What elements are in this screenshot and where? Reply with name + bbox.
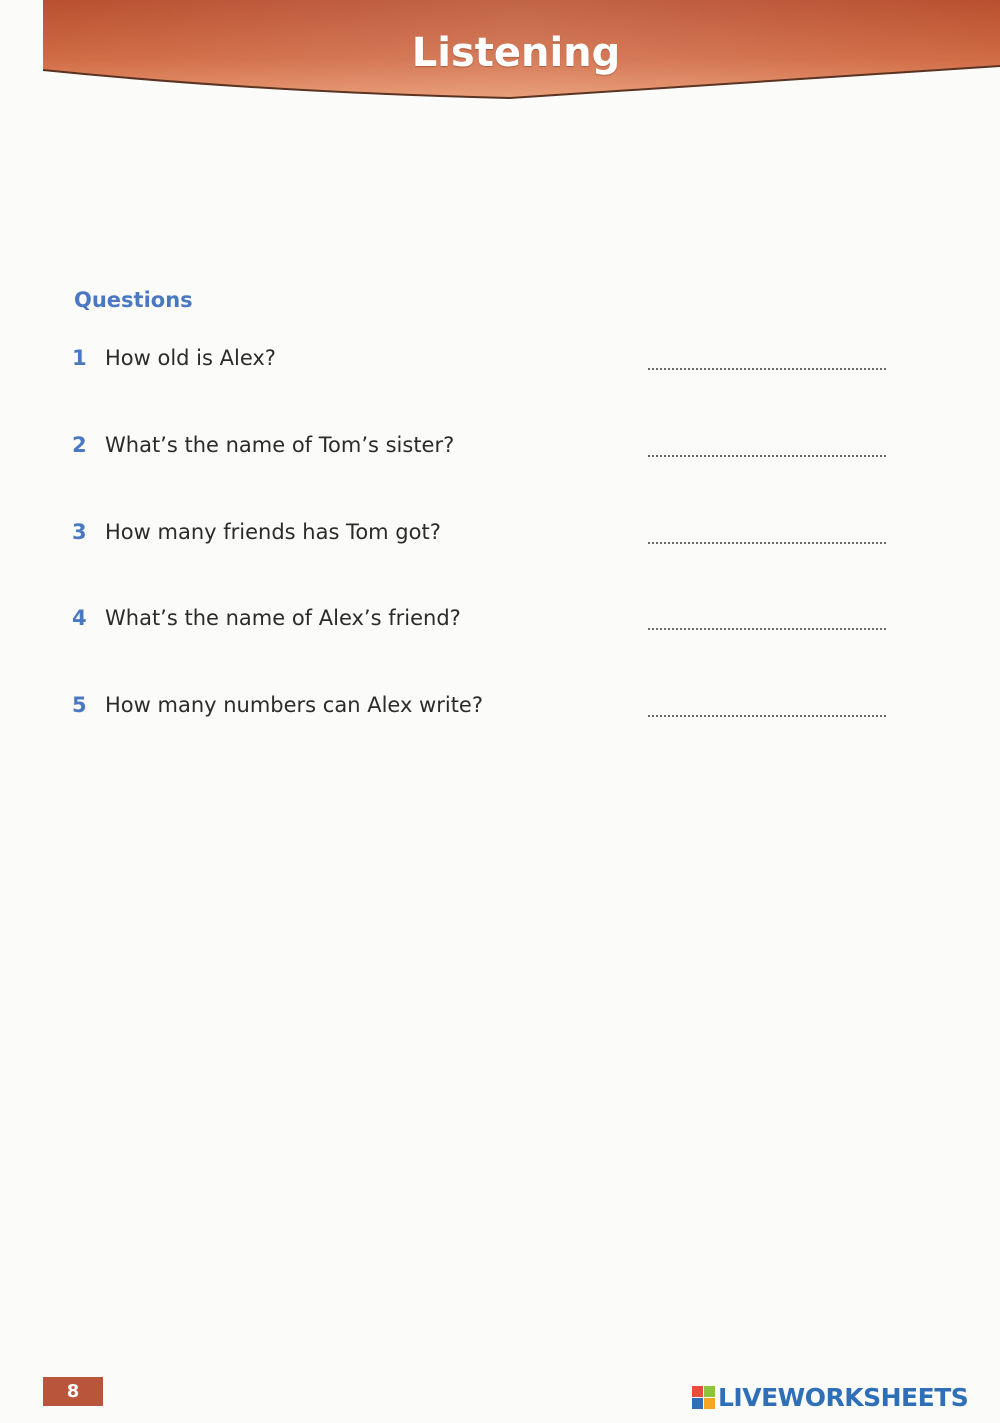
- header-banner: [0, 0, 1000, 110]
- answer-line[interactable]: [648, 628, 886, 630]
- question-row: [0, 606, 1000, 646]
- question-number: 3: [72, 520, 87, 544]
- liveworksheets-logo-icon: [692, 1386, 715, 1409]
- page-number-badge: 8: [43, 1377, 103, 1406]
- question-text: How old is Alex?: [105, 346, 276, 370]
- question-text: What’s the name of Tom’s sister?: [105, 433, 455, 457]
- question-row: [0, 346, 1000, 386]
- questions-heading: Questions: [74, 288, 193, 312]
- answer-line[interactable]: [648, 715, 886, 717]
- answer-line[interactable]: [648, 455, 886, 457]
- question-text: What’s the name of Alex’s friend?: [105, 606, 461, 630]
- question-number: 5: [72, 693, 87, 717]
- answer-line[interactable]: [648, 542, 886, 544]
- question-row: [0, 520, 1000, 560]
- answer-line[interactable]: [648, 368, 886, 370]
- question-text: How many numbers can Alex write?: [105, 693, 483, 717]
- question-number: 2: [72, 433, 87, 457]
- question-number: 1: [72, 346, 87, 370]
- question-text: How many friends has Tom got?: [105, 520, 441, 544]
- page-title: Listening: [411, 30, 621, 76]
- question-row: [0, 433, 1000, 473]
- watermark-text: LIVEWORKSHEETS: [718, 1382, 969, 1412]
- question-number: 4: [72, 606, 87, 630]
- question-row: [0, 693, 1000, 733]
- liveworksheets-watermark[interactable]: [692, 1381, 968, 1413]
